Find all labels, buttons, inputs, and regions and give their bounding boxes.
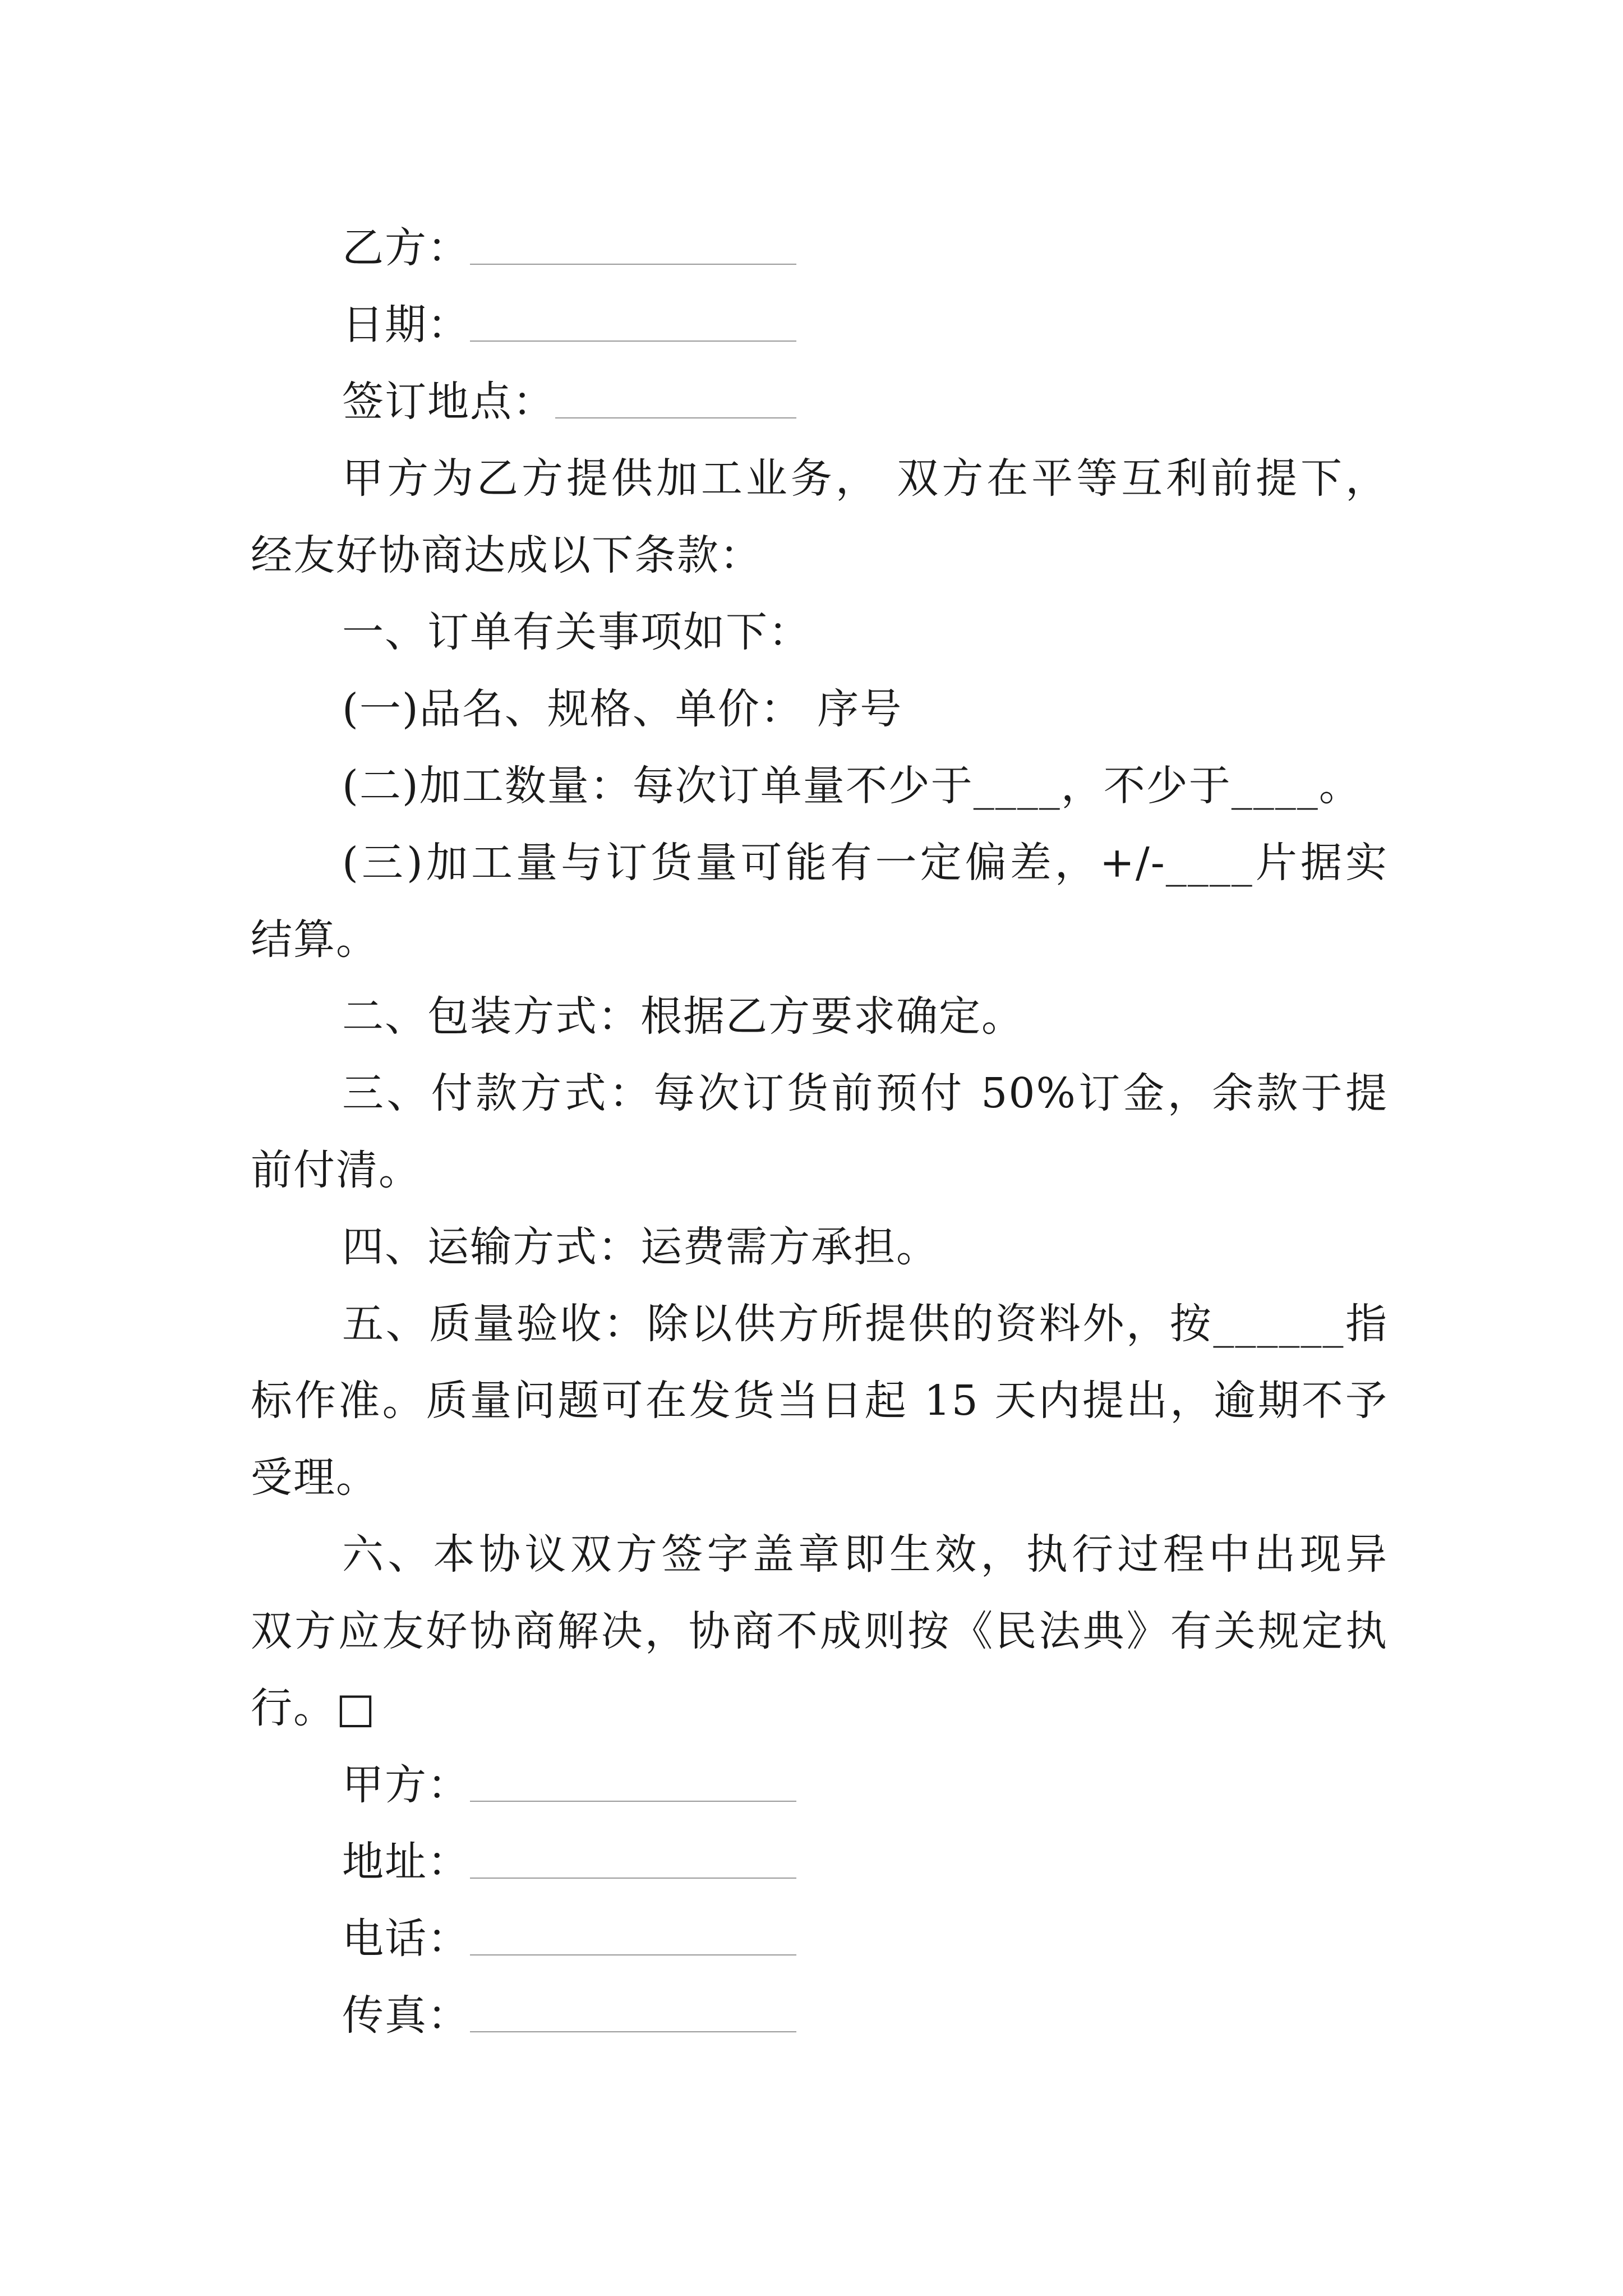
clause-3-payment-line-1: 三、付款方式：每次订货前预付 50%订金，余款于提 <box>342 1069 1388 1117</box>
phone-blank-line <box>470 1954 796 1955</box>
phone-field <box>251 1901 796 1977</box>
signing-place-blank-line <box>555 417 796 418</box>
address-field <box>251 1824 796 1901</box>
clause-3-payment-line-2: 前付清。 <box>251 1146 421 1194</box>
clause-5-quality-line-3: 受理。 <box>251 1453 379 1502</box>
signing-place-label: 签订地点： <box>342 378 555 426</box>
clause-5-quality-line-1: 五、质量验收：除以供方所提供的资料外，按______指 <box>342 1300 1388 1348</box>
clause-4-transport: 四、运输方式：运费需方承担。 <box>342 1223 939 1271</box>
clause-1-item-1: (一)品名、规格、单价： 序号 <box>342 685 903 733</box>
contract-page <box>251 210 1388 2054</box>
clause-1-item-3-line-2: 结算。 <box>251 915 379 964</box>
clause-1-item-3-line-1: (三)加工量与订货量可能有一定偏差，+/-____片据实 <box>342 839 1388 887</box>
intro-line-1: 甲方为乙方提供加工业务， 双方在平等互利前提下， <box>342 454 1388 503</box>
fax-field <box>251 1977 796 2054</box>
party-a-field <box>251 1747 796 1824</box>
intro-line-2: 经友好协商达成以下条款： <box>251 531 762 579</box>
clause-5-quality-line-2: 标作准。质量问题可在发货当日起 15 天内提出，逾期不予 <box>251 1377 1388 1425</box>
clause-1-heading: 一、订单有关事项如下： <box>342 608 811 656</box>
party-a-blank-line <box>470 1801 796 1802</box>
fax-label: 传真： <box>342 1991 470 2040</box>
fax-blank-line <box>470 2031 796 2032</box>
party-a-label: 甲方： <box>342 1761 470 1809</box>
party-b-label: 乙方： <box>342 224 470 272</box>
clause-6-effect-line-1: 六、本协议双方签字盖章即生效，执行过程中出现异 <box>342 1530 1388 1579</box>
signing-place-field <box>251 364 796 440</box>
date-label: 日期： <box>342 301 470 349</box>
party-b-field <box>251 210 796 287</box>
clause-6-effect-line-2: 双方应友好协商解决，协商不成则按《民法典》有关规定执 <box>251 1607 1388 1655</box>
date-blank-line <box>470 341 796 342</box>
address-blank-line <box>470 1878 796 1879</box>
phone-label: 电话： <box>342 1915 470 1963</box>
date-field <box>251 287 796 364</box>
address-label: 地址： <box>342 1838 470 1886</box>
clause-6-effect-line-3: 行。□ <box>251 1684 376 1732</box>
clause-2-packaging: 二、包装方式：根据乙方要求确定。 <box>342 992 1024 1041</box>
party-b-blank-line <box>470 264 796 265</box>
clause-1-item-2: (二)加工数量：每次订单量不少于____，不少于____。 <box>342 762 1362 810</box>
